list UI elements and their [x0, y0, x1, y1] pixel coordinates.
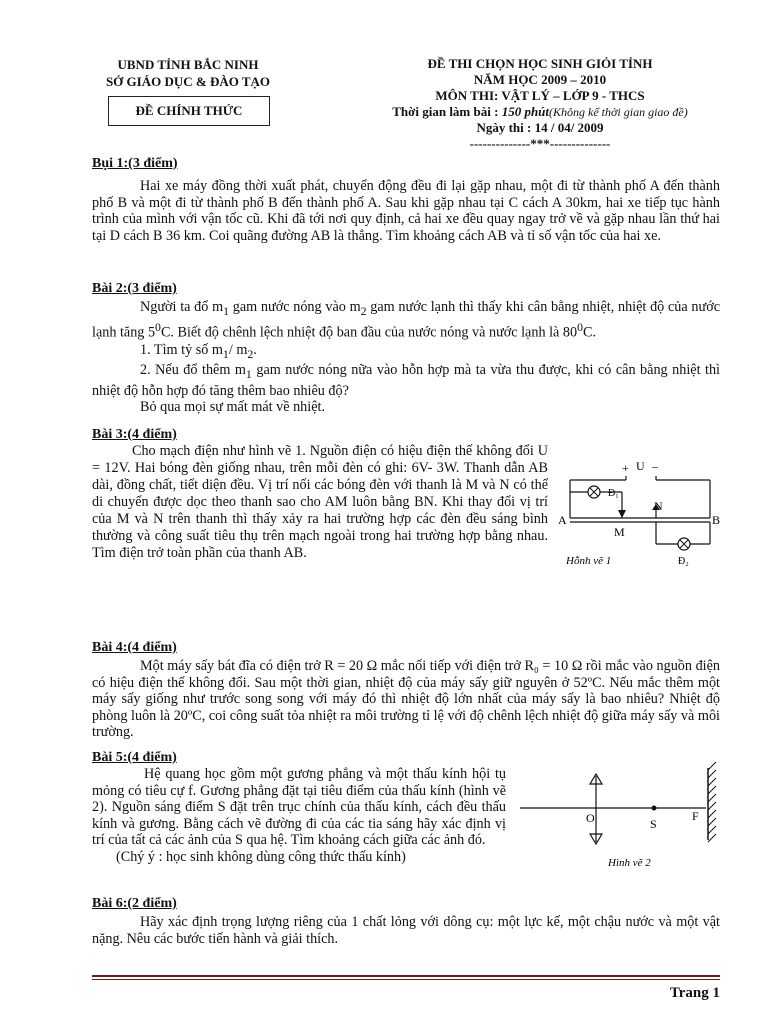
subject: MÔN THI: VẬT LÝ – LỚP 9 - THCS	[435, 88, 645, 103]
subscript: 1	[223, 303, 230, 318]
problem-text	[92, 299, 720, 342]
exam-time	[340, 104, 740, 120]
problem-text: Một máy sấy bát đĩa có điện trở R = 20 Ω mắc nối tiếp với điện trở R₀ = 10 Ω rồi mắc vào nguồn điện có hiệu điện thế không đổi. Sau một thời gian, nhiệt độ của máy sấy giữ nguyên ở 52ºC. Nếu mắc thêm một máy sấy giống như trước song song với máy đó thì nhiệt độ lớn nhất của máy sấy là bao nhiêu? Nhiệt độ phòng luôn là 20ºC, coi công suất tỏa nhiệt ra môi trường tỉ lệ với độ chênh lệch nhiệt độ giữa máy sấy và môi trường.	[92, 658, 720, 741]
problem-4	[92, 640, 720, 741]
text-run: C.	[582, 325, 596, 342]
point-n-label: N	[654, 499, 663, 513]
problem-text: Hãy xác định trọng lượng riêng của 1 chất lỏng với dông cụ: một lực kế, một chậu nước và một vật nặng. Nêu các bước tiến hành và giải thích.	[92, 914, 720, 947]
text-run: Người ta đổ m	[140, 299, 224, 315]
focus-label: F	[692, 809, 699, 823]
problem-note: Bỏ qua mọi sự mất mát về nhiệt.	[140, 399, 326, 416]
time-value: 150 phút	[501, 104, 550, 119]
problem-title: Bài 2:(3 điểm)	[92, 281, 177, 296]
plus-terminal: +	[622, 461, 629, 475]
time-note: (Không kể thời gian giao đề)	[549, 105, 688, 119]
lens-center-label: O	[586, 811, 595, 825]
problem-title: Bụi 1:(3 điểm)	[92, 156, 178, 171]
header-left	[88, 56, 288, 90]
problem-6	[92, 896, 720, 947]
problem-3	[92, 427, 548, 562]
subscript: 2	[360, 303, 367, 318]
mirror-hatching	[708, 762, 716, 842]
page-number: Trang 1	[669, 985, 720, 1001]
subscript: 1	[222, 346, 229, 361]
problem-text: Cho mạch điện như hình vẽ 1. Nguồn điện có hiệu điện thế không đổi U = 12V. Hai bóng đèn giống nhau, trên mỗi đèn có ghi: 6V- 3W. Thanh dẫn AB dài, đồng chất, tiết diện đều. Vị trí nối các bóng đèn với thanh là M và N có thể di chuyển được dọc theo thanh sao cho AM luôn bằng BN. Khi thay đổi vị trí của M và N trên thanh thì thấy xảy ra hai trường hợp các đèn đều sáng bình thường và công suất tiêu thụ trên mạch ngoài trong hai trường hợp bằng nhau. Tìm điện trở toàn phần của thanh AB.	[92, 443, 548, 561]
problem-5	[92, 750, 506, 866]
superscript: 0	[577, 320, 583, 335]
footer-rule	[92, 975, 720, 977]
superscript: 0	[155, 320, 161, 335]
text-run: 1. Tìm tỷ số m	[140, 341, 223, 358]
text-run: C. Biết độ chênh lệch nhiệt độ ban đầu của nước nóng và nước lạnh là 80	[160, 325, 578, 342]
circuit-figure	[552, 452, 728, 580]
problem-note: (Chý ý : học sinh không dùng công thức thấu kính)	[116, 848, 406, 865]
text-run: .	[253, 341, 257, 358]
figure-1-caption: Hỗnh vẽ 1	[566, 555, 612, 567]
text-run: 2. Nếu đổ thêm m	[140, 362, 246, 379]
voltage-label: U	[636, 459, 645, 473]
school-year: NĂM HỌC 2009 – 2010	[473, 72, 607, 87]
time-label: Thời gian làm bài :	[392, 104, 502, 119]
text-run: gam nước lạnh thì thấy khi cân bằng nhiệt, nhiệt độ của nước lạnh tăng 5	[92, 299, 720, 342]
problem-text: Hai xe máy đồng thời xuất phát, chuyển động đều đi lại gặp nhau, một đi từ thành phố A đến thành phố B và một đi từ thành phố B đến thành phố A. Sau khi gặp nhau tại C cách A 30km, hai xe tiếp tục hành trình của mình với vận tốc cũ. Khi đã tới nơi quy định, cả hai xe đều quay ngay trở về và gặp nhau lần thứ hai tại D cách B 36 km. Coi quãng đường AB là thẳng. Tìm khoảng cách AB và tỉ số vận tốc của hai xe.	[92, 178, 720, 244]
exam-date: Ngày thi : 14 / 04/ 2009	[476, 120, 604, 135]
minus-terminal: –	[652, 459, 658, 473]
point-m-label: M	[614, 525, 625, 539]
problem-1	[92, 156, 720, 244]
lamp-2-label: Đ₂	[678, 556, 689, 567]
point-b-label: B	[712, 513, 721, 527]
optics-figure	[516, 762, 728, 872]
problem-title: Bài 6:(2 điểm)	[92, 896, 177, 911]
header-divider: --------------***--------------	[469, 136, 611, 151]
question-1	[92, 342, 720, 362]
exam-title: ĐỀ THI CHỌN HỌC SINH GIỎI TỈNH	[427, 56, 653, 71]
official-exam-box: ĐỀ CHÍNH THỨC	[108, 96, 270, 126]
point-a-label: A	[558, 513, 567, 527]
problem-title: Bài 5:(4 điểm)	[92, 750, 177, 765]
problem-title: Bài 4:(4 điểm)	[92, 640, 177, 655]
subscript: 1	[245, 367, 252, 381]
problem-text: Hệ quang học gồm một gương phẳng và một thấu kính hội tụ mỏng có tiêu cự f. Gương phẳng đặt tại tiêu điểm của thấu kính (hình vẽ 2). Nguồn sáng điểm S đặt trên trục chính của thấu kính, cách đều thấu kính và gương. Bằng cách vẽ đường đi của các tia sáng hãy xác định vị trí của tất cả các ảnh của S qua hệ. Tìm khoảng cách giữa các ảnh đó.	[92, 766, 506, 849]
footer-rule-thin	[92, 979, 720, 980]
source-label: S	[650, 817, 657, 831]
source-point	[652, 806, 657, 811]
problem-2	[92, 281, 720, 416]
text-run: gam nước nóng nữa vào hỗn hợp mà ta vừa thu được, khi có cân bằng nhiệt thì nhiệt độ hỗn hợp đó tăng thêm bao nhiêu độ?	[92, 362, 720, 399]
subscript: 2	[247, 346, 254, 361]
text-run: / m	[228, 341, 248, 358]
lamp-1-label: Đ₁	[608, 488, 619, 499]
question-2	[92, 362, 720, 399]
text-run: gam nước nóng vào m	[229, 299, 361, 315]
header-right	[340, 56, 740, 152]
problem-title: Bài 3:(4 điểm)	[92, 427, 177, 442]
province-committee: UBND TỈNH BẮC NINH	[117, 57, 259, 72]
education-department: SỞ GIÁO DỤC & ĐÀO TẠO	[105, 74, 271, 89]
figure-2-caption: Hình vẽ 2	[608, 857, 651, 869]
